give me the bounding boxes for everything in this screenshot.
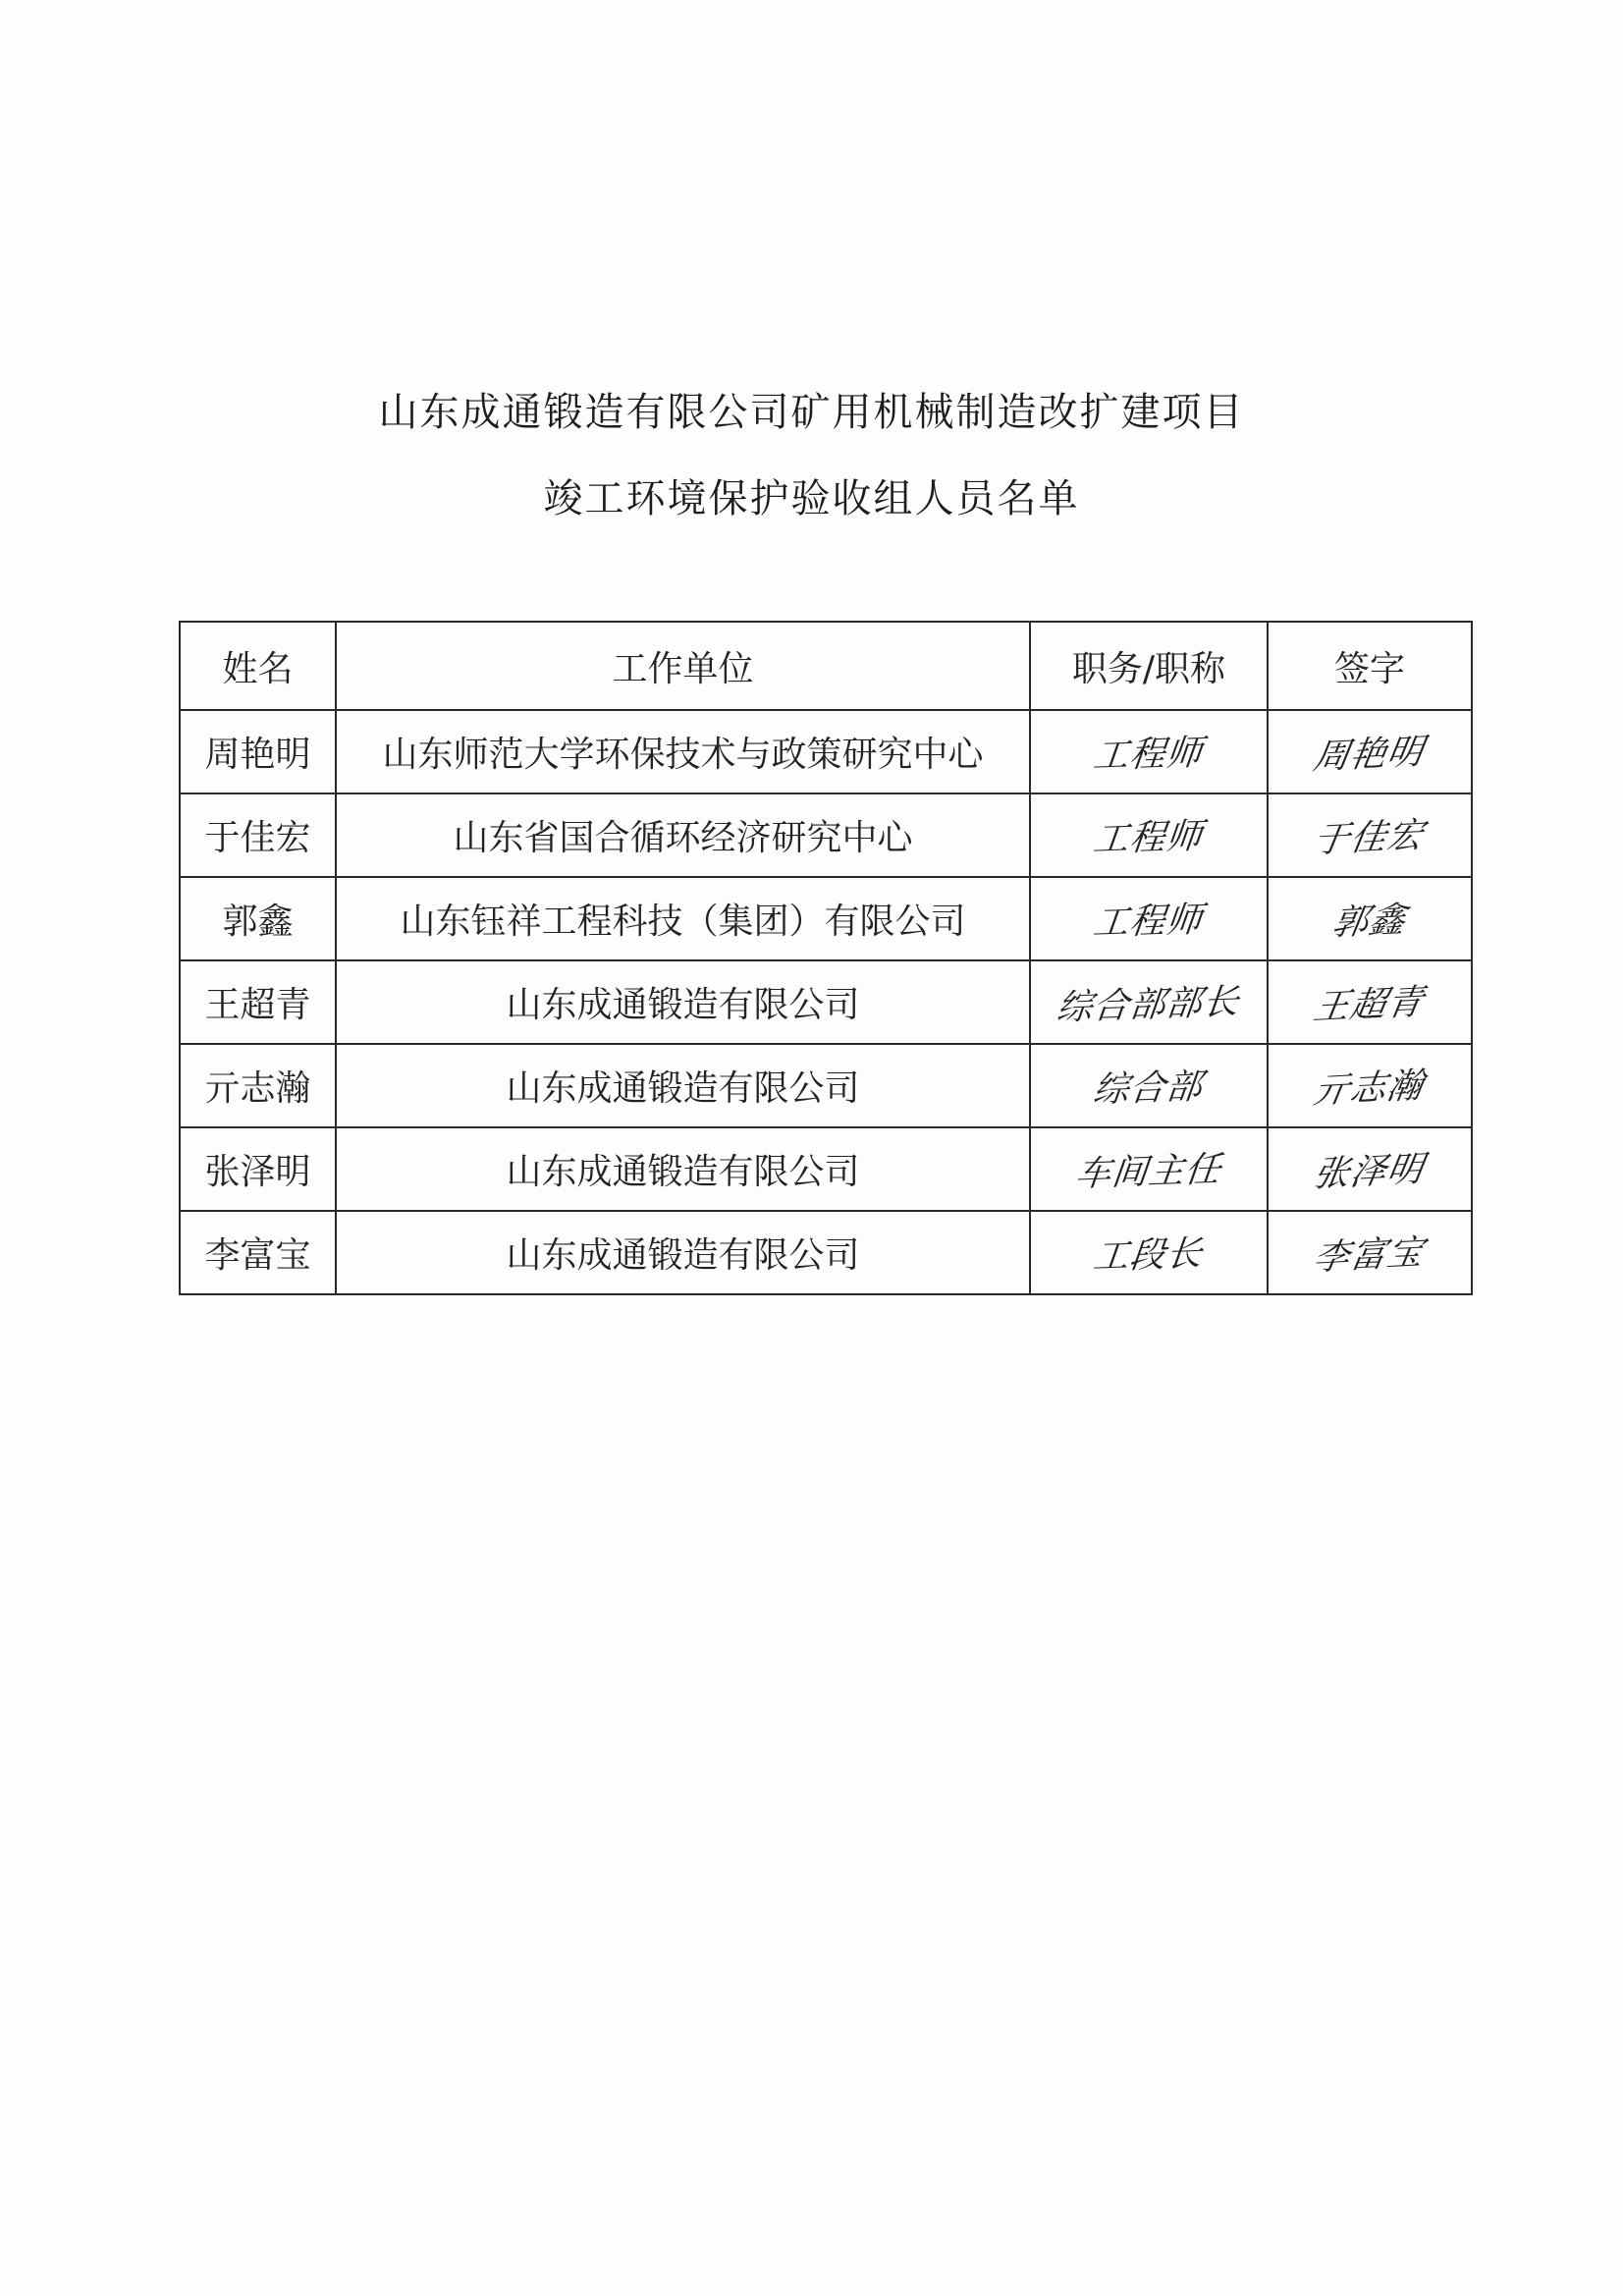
acceptance-group-table — [179, 621, 1473, 1295]
handwritten-title: 综合部部长 — [1055, 981, 1242, 1029]
cell-signature — [1268, 960, 1472, 1044]
handwritten-title: 工程师 — [1091, 816, 1206, 860]
handwritten-title: 车间主任 — [1073, 1149, 1224, 1195]
cell-unit: 山东成通锻造有限公司 — [336, 1211, 1030, 1294]
handwritten-signature: 亓志瀚 — [1311, 1066, 1428, 1112]
cell-signature — [1268, 1127, 1472, 1211]
handwritten-title: 综合部 — [1091, 1066, 1206, 1111]
header-name: 姓名 — [180, 622, 336, 710]
handwritten-signature: 王超青 — [1311, 982, 1428, 1028]
cell-unit: 山东钰祥工程科技（集团）有限公司 — [336, 877, 1030, 960]
handwritten-signature: 李富宝 — [1311, 1232, 1428, 1279]
cell-title-handwritten — [1030, 793, 1268, 877]
cell-title-handwritten — [1030, 877, 1268, 960]
handwritten-title: 工程师 — [1091, 900, 1206, 944]
handwritten-signature: 周艳明 — [1311, 732, 1428, 778]
cell-name: 亓志瀚 — [180, 1044, 336, 1127]
handwritten-signature: 于佳宏 — [1311, 815, 1428, 861]
table-row — [180, 1044, 1472, 1127]
table-row — [180, 877, 1472, 960]
cell-name: 李富宝 — [180, 1211, 336, 1294]
header-signature: 签字 — [1268, 622, 1472, 710]
cell-name: 张泽明 — [180, 1127, 336, 1211]
document-title-line2: 竣工环境保护验收组人员名单 — [543, 476, 1080, 521]
cell-unit: 山东成通锻造有限公司 — [336, 1127, 1030, 1211]
cell-signature — [1268, 1211, 1472, 1294]
table-row — [180, 710, 1472, 793]
cell-title-handwritten — [1030, 960, 1268, 1044]
cell-title-handwritten — [1030, 1127, 1268, 1211]
table-row — [180, 960, 1472, 1044]
cell-signature — [1268, 877, 1472, 960]
cell-unit: 山东成通锻造有限公司 — [336, 1044, 1030, 1127]
table-row — [180, 1211, 1472, 1294]
cell-title-handwritten — [1030, 710, 1268, 793]
cell-title-handwritten — [1030, 1211, 1268, 1294]
cell-signature — [1268, 793, 1472, 877]
cell-name: 周艳明 — [180, 710, 336, 793]
cell-signature — [1268, 1044, 1472, 1127]
handwritten-title: 工程师 — [1091, 733, 1206, 777]
cell-unit: 山东成通锻造有限公司 — [336, 960, 1030, 1044]
cell-name: 于佳宏 — [180, 793, 336, 877]
cell-name: 王超青 — [180, 960, 336, 1044]
table-row — [180, 793, 1472, 877]
cell-name: 郭鑫 — [180, 877, 336, 960]
handwritten-signature: 郭鑫 — [1328, 900, 1410, 944]
cell-unit: 山东省国合循环经济研究中心 — [336, 793, 1030, 877]
document-title-line1: 山东成通锻造有限公司矿用机械制造改扩建项目 — [378, 390, 1245, 435]
handwritten-title: 工段长 — [1091, 1233, 1206, 1278]
cell-unit: 山东师范大学环保技术与政策研究中心 — [336, 710, 1030, 793]
table-header-row — [180, 622, 1472, 710]
header-title: 职务/职称 — [1030, 622, 1268, 710]
table-row — [180, 1127, 1472, 1211]
header-unit: 工作单位 — [336, 622, 1030, 710]
cell-signature — [1268, 710, 1472, 793]
cell-title-handwritten — [1030, 1044, 1268, 1127]
handwritten-signature: 张泽明 — [1311, 1149, 1428, 1195]
